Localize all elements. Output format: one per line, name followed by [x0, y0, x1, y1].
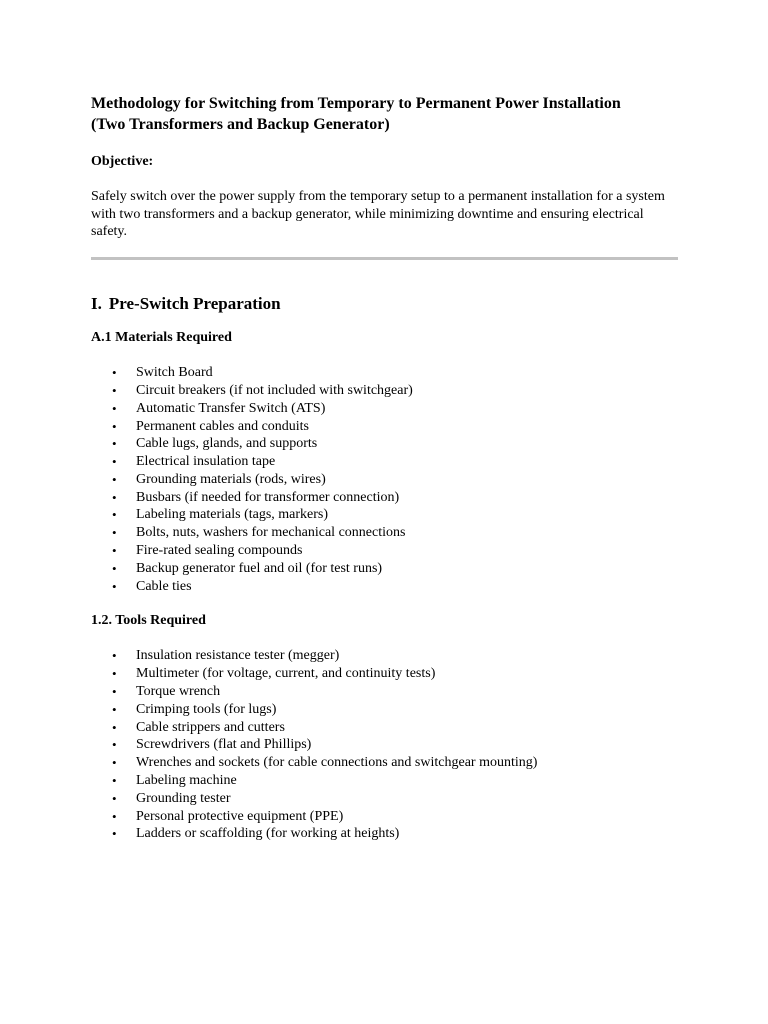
materials-list-item: • Grounding materials (rods, wires)	[91, 471, 681, 489]
document-title-line2: (Two Transformers and Backup Generator)	[91, 116, 390, 133]
materials-list-item: • Electrical insulation tape	[91, 453, 681, 471]
materials-list-item: • Cable lugs, glands, and supports	[91, 435, 681, 453]
tools-list-item: • Ladders or scaffolding (for working at heights)	[91, 825, 681, 843]
section-title: Pre-Switch Preparation	[108, 294, 281, 314]
tools-list-item: • Insulation resistance tester (megger)	[91, 647, 681, 665]
tools-list-item: • Torque wrench	[91, 683, 681, 701]
materials-list-item: • Backup generator fuel and oil (for test runs)	[91, 560, 681, 578]
materials-list-item: • Switch Board	[91, 364, 681, 382]
horizontal-divider	[91, 257, 678, 260]
tools-list-item: • Crimping tools (for lugs)	[91, 701, 681, 719]
tools-list	[91, 647, 681, 843]
tools-list-item: • Screwdrivers (flat and Phillips)	[91, 736, 681, 754]
tools-list-item: • Multimeter (for voltage, current, and continuity tests)	[91, 665, 681, 683]
document-page	[91, 93, 681, 843]
section-heading	[91, 293, 681, 315]
materials-list-item: • Fire-rated sealing compounds	[91, 542, 681, 560]
materials-list-item: • Permanent cables and conduits	[91, 418, 681, 436]
tools-list-item: • Personal protective equipment (PPE)	[91, 808, 681, 826]
materials-list-item: • Cable ties	[91, 578, 681, 596]
materials-list-item: • Labeling materials (tags, markers)	[91, 506, 681, 524]
document-title	[91, 93, 681, 135]
materials-list-item: • Busbars (if needed for transformer connection)	[91, 489, 681, 507]
materials-list-item: • Automatic Transfer Switch (ATS)	[91, 400, 681, 418]
materials-heading: A.1 Materials Required	[91, 330, 232, 346]
section-number: I.	[91, 294, 102, 314]
materials-list	[91, 364, 681, 595]
tools-list-item: • Wrenches and sockets (for cable connections and switchgear mounting)	[91, 754, 681, 772]
tools-list-item: • Labeling machine	[91, 772, 681, 790]
tools-heading: 1.2. Tools Required	[91, 613, 206, 629]
objective-text: Safely switch over the power supply from the temporary setup to a permanent installation for a system with two transformers and a backup generator, while minimizing downtime and ensuring electrical safety.	[91, 189, 665, 240]
document-title-line1: Methodology for Switching from Temporary to Permanent Power Installation	[91, 95, 621, 112]
tools-list-item: • Cable strippers and cutters	[91, 719, 681, 737]
materials-list-item: • Circuit breakers (if not included with switchgear)	[91, 382, 681, 400]
objective-heading: Objective:	[91, 154, 154, 169]
materials-list-item: • Bolts, nuts, washers for mechanical connections	[91, 524, 681, 542]
tools-list-item: • Grounding tester	[91, 790, 681, 808]
